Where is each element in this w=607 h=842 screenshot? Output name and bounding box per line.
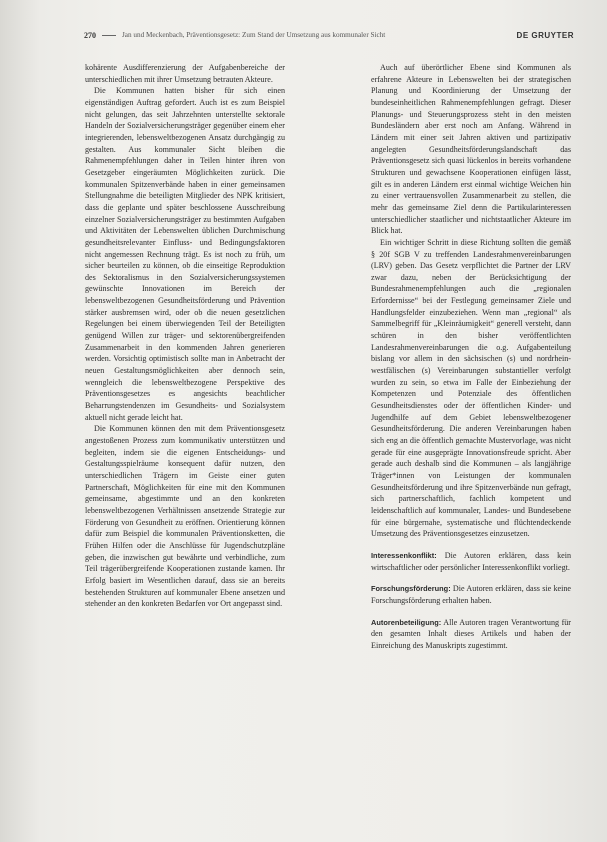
- funding-note: [371, 583, 571, 606]
- funding-text: Die Autoren erklären, dass sie keine Forschungsförderung erhalten haben.: [371, 584, 571, 605]
- funding-label: Forschungsförderung:: [371, 584, 451, 594]
- right-paragraph-1: Auch auf überörtlicher Ebene sind Kommunen als erfahrene Akteure in Lebenswelten bei der strategischen Planung und Koordinierung der Umsetzung der bundeseinheitlichen Rahmenempfehlungen gefragt. Dieser Planungs- und Steuerungsprozess steht in den meisten Bundesländern aber erst noch am Anfang. Während in Ländern mit einer seit Jahren aktiven und partizipativ angelegten Gesundheitsförderungslandschaft das Präventionsgesetz sich quasi lückenlos in bereits vorhandene Strukturen und gewachsene Kooperationen einfügen lässt, gilt es in anderen Ländern erst einmal wichtige Weichen hin zu einer vertrauensvollen Zusammenarbeit zu stellen, die mehr das gemeinsame Ziel denn die Partikularinteressen unterschiedlicher staatlicher und nichtstaatlicher Akteure im Blick hat.: [371, 63, 571, 236]
- page-number: 270: [84, 30, 96, 40]
- header-rule: [102, 35, 116, 36]
- conflict-of-interest-label: Interessenkonflikt:: [371, 550, 437, 560]
- publisher-logo: DE GRUYTER: [516, 30, 574, 40]
- right-paragraph-2: Ein wichtiger Schritt in diese Richtung sollten die gemäß § 20f SGB V zu treffenden Landesrahmenvereinbarungen (LRV) geben. Das Gesetz verpflichtet die Partner der LRV zwar dazu, neben der Berücksichtigung der Bundesrahmenempfehlungen auch die „regionalen Erfordernisse“ bei der Festlegung gemeinsamer Ziele und Handlungsfelder einzubeziehen. Wenn man „regional“ als Sammelbegriff für „Kleinräumigkeit“ generell versteht, dann schüren in den bisher veröffentlichten Landesrahmenvereinbarungen die o.g. Aufgabenteilung bislang vor allem in den sächsischen (s) und nordrhein-westfälischen (s) Vereinbarungen substantieller verfolgt wurden zu sein, so etwa im Falle der Einbeziehung der Kompetenzen und Potenziale des öffentlichen Gesundheitsdienstes oder der öffentlichen Kinder- und Jugendhilfe auf dem Gebiet lebensweltbezogener Gesundheitsförderung. Die anderen Vereinbarungen haben sich eng an die öffentlich gemachte Mustervorlage, was nicht gerade für eine ausgeprägte Innovationsfreude spricht. Aber gerade auch deshalb sind die Kommunen – als langjährige Träger*innen von Leistungen der kommunalen Gesundheitsförderung und ihre Spitzenverbände nun gefragt, sich partnerschaftlich, fachlich kompetent und leidenschaftlich auf kommunaler, Landes- und Bundesebene für eine bürgernahe, systematische und flüchtendeckende Umsetzung des Präventionsgesetzes einzusetzen.: [371, 237, 571, 539]
- right-column: [371, 62, 571, 652]
- conflict-of-interest-note: [371, 550, 571, 573]
- author-contribution-label: Autorenbeteiligung:: [371, 617, 442, 627]
- left-paragraph-2: Die Kommunen hatten bisher für sich einen eigenständigen Auftrag gefordert. Auch ist es zum Beispiel nicht gelungen, das seit Jahrzehnten unterstellte sektorale Handeln der Sozialversicherungsträger gegenüber einem eher integrierenden, lebensweltbezogenen Ansatz durchgängig zu gestalten. Aus kommunaler Sicht bleiben die Rahmenempfehlungen daher in Teilen hinter ihren von Gesetzgeber eingeräumten Möglichkeiten zurück. Die kommunalen Spitzenverbände haben in einer gemeinsamen Stellungnahme die beteiligten Mitglieder des NPK kritisiert, dass die geplante und später beschlossene Ausschreibung einzelner Sozialversicherungsträger zu bestimmten Aufgaben und Aktivitäten der Lebenswelten üblichen Durchmischung gesundheitsrelevanter Einfluss- und Bedingungsfaktoren nicht angemessen Rechnung trägt. Es ist noch zu früh, um sicher beurteilen zu können, ob die einseitige Reproduktion des Sektoralismus in den Sozialversicherungssystemen gewünschte Innovationen im Bereich der lebensweltbezogenen Gesundheitsförderung und Prävention stärker ausbremsen wird, oder ob die neuen gesetzlichen Regelungen bei einem überwiegenden Teil der Beteiligten genügend Willen zur träger- und sektorenübergreifenden Zusammenarbeit in den kommenden Jahren generieren werden. Vorsichtig optimistisch sollte man in Anbetracht der neuen Gestaltungsmöglichkeiten aber dennoch sein, wenngleich die lebensweltbezogene Perspektive des Präventionsgesetzes es angesichts beachtlicher Beharrungstendenzen im Gesundheits- und Sozialsystem aktuell nicht gerade leicht hat.: [85, 86, 285, 422]
- left-column: [85, 62, 285, 610]
- left-paragraph-1: kohärente Ausdifferenzierung der Aufgabenbereiche der unterschiedlichen mit ihrer Umsetzung betrauten Akteure.: [85, 63, 285, 84]
- left-paragraph-3: Die Kommunen können den mit dem Präventionsgesetz angestoßenen Prozess zum kommunikativ unterstützen und begleiten, indem sie die eigenen Entscheidungs- und Gestaltungsspielräume konsequent dafür nutzen, den unterschiedlichen Trägern im Geiste einer guten Partnerschaft, Möglichkeiten für eine mit den Kommunen gemeinsame, abgestimmte und an den konkreten lebensweltbezogenen Verhältnissen ansetzende Strategie zur Förderung von Gesundheit zu eröffnen. Orientierung können dafür zum Beispiel die kommunalen Präventionsketten, die Frühen Hilfen oder die Anschlüsse für Jugendschutzpläne geben, die inzwischen gut bewährte und verbindliche, zum Teil trägerübergreifende Kooperationen zustande kamen. Ihr Erfolg basiert im Wesentlichen darauf, dass sie an bereits bestehenden Strukturen auf kommunaler Ebene ansetzen und stehender an den konkreten Bedarfen vor Ort angepasst sind.: [85, 424, 285, 609]
- conflict-of-interest-text: Die Autoren erklären, dass kein wirtschaftlicher oder persönlicher Interessenkonflikt vorliegt.: [371, 550, 571, 572]
- author-contribution-note: [371, 617, 571, 652]
- author-contribution-text: Alle Autoren tragen Verantwortung für den gesamten Inhalt dieses Artikels und haben der Einreichung des Manuskripts zugestimmt.: [371, 617, 572, 650]
- running-title: Jan und Meckenbach, Präventionsgesetz: Zum Stand der Umsetzung aus kommunaler Sicht: [122, 31, 386, 39]
- running-header: [84, 28, 574, 42]
